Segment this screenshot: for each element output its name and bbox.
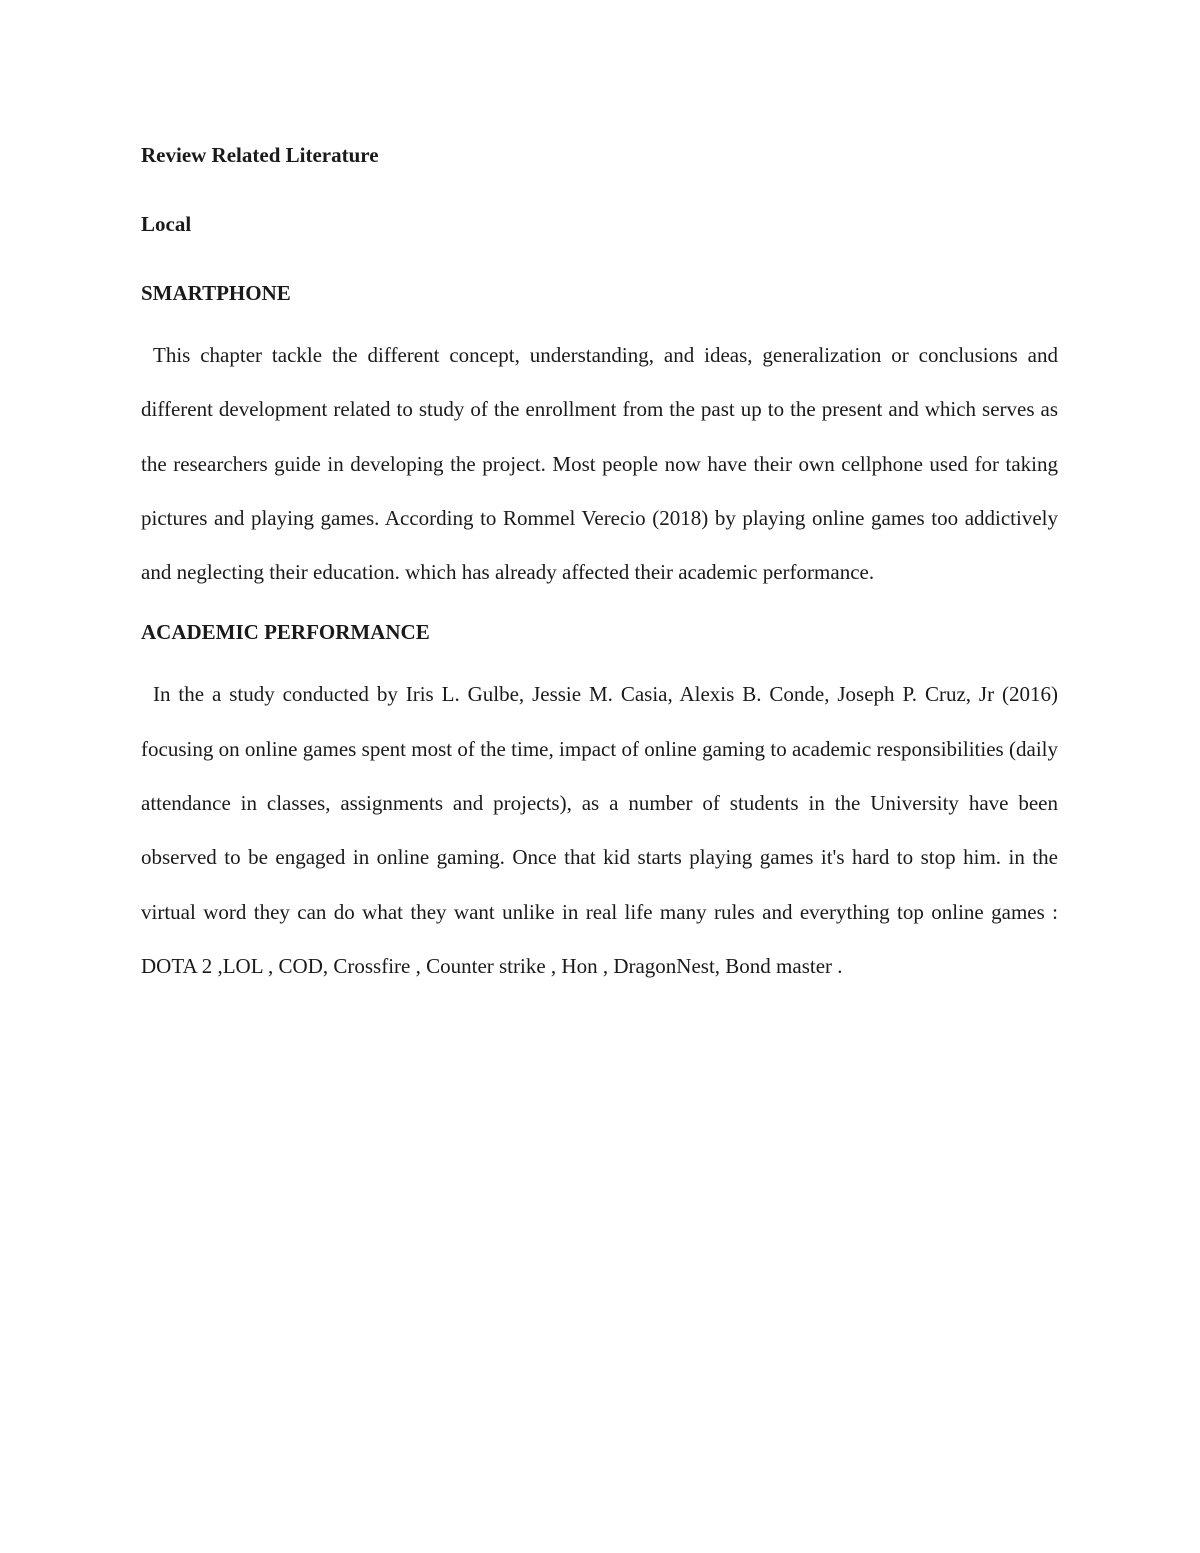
section-heading-smartphone: SMARTPHONE	[141, 281, 291, 305]
paragraph-smartphone: This chapter tackle the different concept, understanding, and ideas, generalization or conclusions and different development related to study of the enrollment from the past up to the present and which serves as the researchers guide in developing the project. Most people now have their own cellphone used for taking pictures and playing games. According to Rommel Verecio (2018) by playing online games too addictively and neglecting their education. which has already affected their academic performance.	[141, 343, 1058, 585]
document-content	[141, 136, 1058, 1007]
section-subtitle-local: Local	[141, 212, 192, 236]
paragraph-academic-performance: In the a study conducted by Iris L. Gulbe, Jessie M. Casia, Alexis B. Conde, Joseph P. Cruz, Jr (2016) focusing on online games spent most of the time, impact of online gaming to academic responsibilities (daily attendance in classes, assignments and projects), as a number of students in the University have been observed to be engaged in online gaming. Once that kid starts playing games it's hard to stop him. in the virtual word they can do what they want unlike in real life many rules and everything top online games : DOTA 2 ,LOL , COD, Crossfire , Counter strike , Hon , DragonNest, Bond master .	[141, 682, 1058, 978]
section-heading-academic-performance: ACADEMIC PERFORMANCE	[141, 620, 430, 645]
document-title: Review Related Literature	[141, 143, 379, 167]
